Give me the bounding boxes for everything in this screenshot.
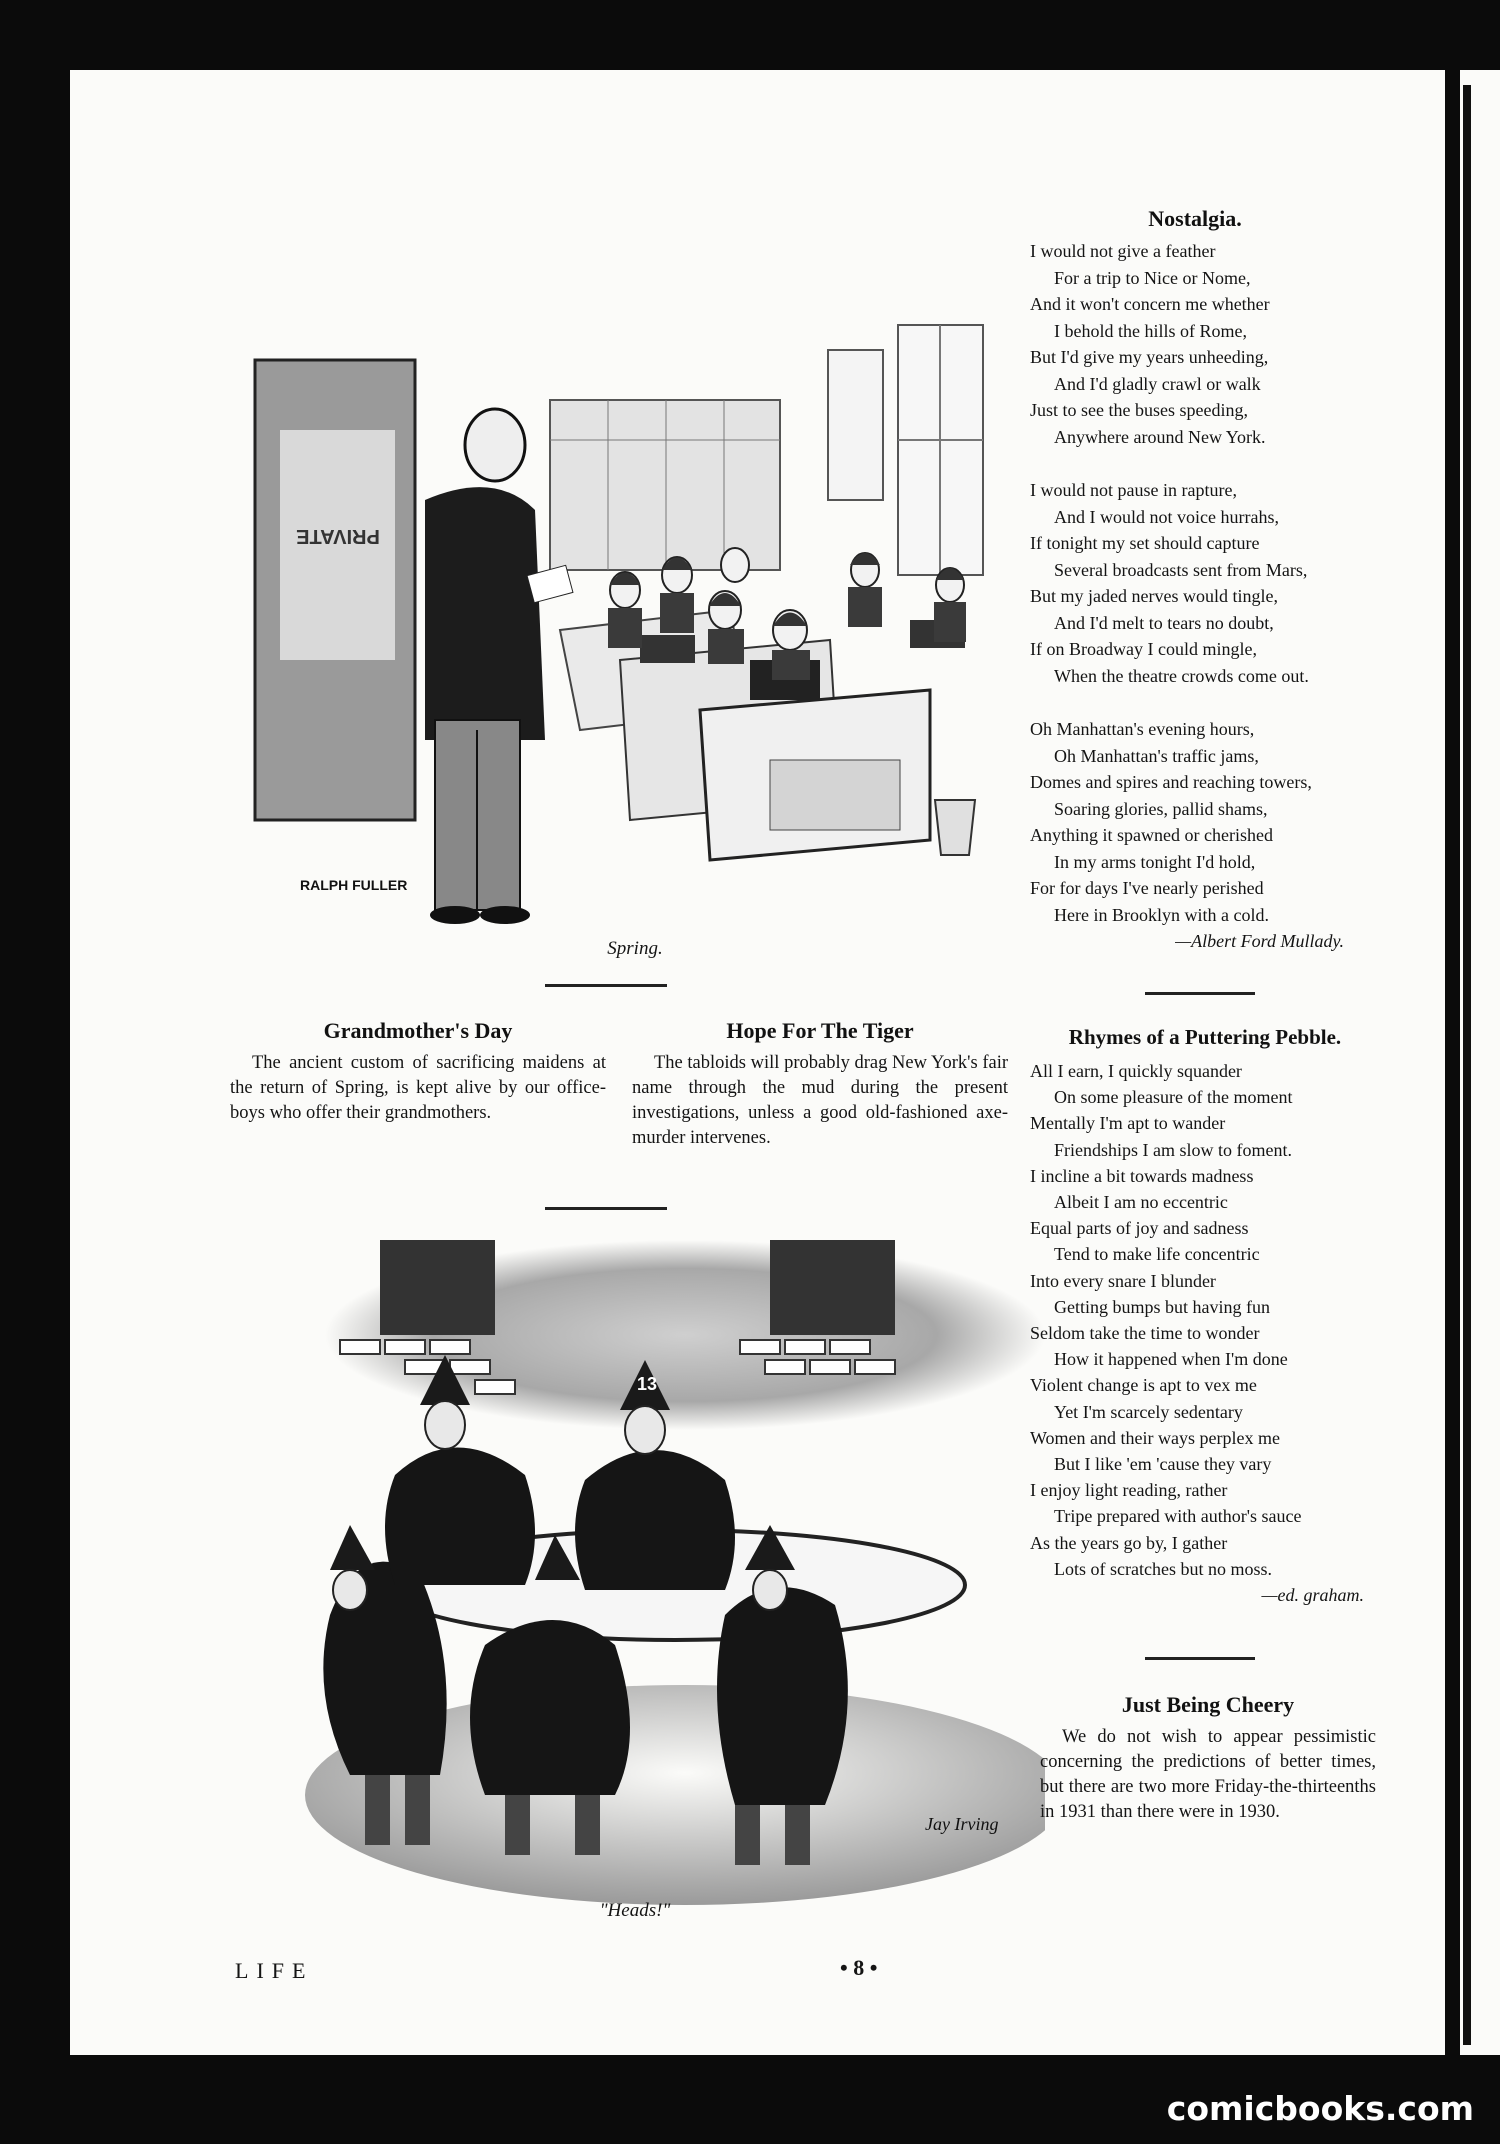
poem-line: But I'd give my years unheeding, bbox=[1030, 347, 1269, 367]
article-title: Hope For The Tiger bbox=[726, 1018, 914, 1043]
poem-line: When the theatre crowds come out. bbox=[1054, 665, 1309, 686]
poem-line: Anything it spawned or cherished bbox=[1030, 825, 1273, 845]
poem-body bbox=[1030, 1058, 1380, 1608]
cartoon-heads-caption: "Heads!" bbox=[599, 1900, 671, 1921]
cartoon-spring bbox=[230, 240, 1030, 930]
article-just-being-cheery bbox=[1040, 1692, 1376, 1825]
door-sign: PRIVATE bbox=[296, 525, 380, 547]
poem-line: Seldom take the time to wonder bbox=[1030, 1323, 1260, 1344]
poem-line: But I like 'em 'cause they vary bbox=[1054, 1454, 1272, 1475]
poem-line: Albeit I am no eccentric bbox=[1054, 1192, 1228, 1213]
poem-line: I behold the hills of Rome, bbox=[1054, 320, 1247, 341]
article-body: The ancient custom of sacrificing maidens at the return of Spring, is kept alive by our office-boys who offer their grandmothers. bbox=[230, 1053, 606, 1123]
poem-line: And it won't concern me whether bbox=[1030, 294, 1270, 314]
watermark: comicbooks.com bbox=[1166, 2089, 1474, 2128]
poem-rhymes bbox=[1030, 1025, 1380, 1608]
poem-line: Soaring glories, pallid shams, bbox=[1054, 798, 1268, 819]
poem-line: Several broadcasts sent from Mars, bbox=[1054, 559, 1308, 580]
poem-line: But my jaded nerves would tingle, bbox=[1030, 586, 1278, 606]
poem-title: Nostalgia. bbox=[1148, 206, 1242, 231]
divider bbox=[1145, 992, 1255, 995]
poem-line: Equal parts of joy and sadness bbox=[1030, 1218, 1249, 1239]
article-title: Grandmother's Day bbox=[323, 1018, 513, 1043]
cartoon-heads-art bbox=[285, 1235, 1045, 1905]
divider bbox=[1145, 1657, 1255, 1660]
cartoon-spring-caption: Spring. bbox=[607, 938, 663, 959]
poem-line: Domes and spires and reaching towers, bbox=[1030, 772, 1312, 792]
poem-line: I enjoy light reading, rather bbox=[1030, 1480, 1228, 1501]
article-grandmothers-day bbox=[230, 1018, 606, 1126]
magazine-page bbox=[70, 70, 1445, 2055]
poem-line: Tend to make life concentric bbox=[1054, 1244, 1260, 1265]
article-hope-for-tiger bbox=[632, 1018, 1008, 1151]
poem-line: For for days I've nearly perished bbox=[1030, 878, 1264, 898]
poem-line: Lots of scratches but no moss. bbox=[1054, 1558, 1272, 1579]
poem-line: Tripe prepared with author's sauce bbox=[1054, 1506, 1302, 1527]
helmet-number: 13 bbox=[637, 1374, 658, 1394]
poem-stanza bbox=[1030, 716, 1360, 928]
cartoon-heads-signature: Jay Irving bbox=[925, 1814, 999, 1834]
poem-stanza bbox=[1030, 238, 1360, 450]
next-page-shadow bbox=[1463, 85, 1471, 2045]
poem-line: In my arms tonight I'd hold, bbox=[1054, 851, 1256, 872]
poem-line: Oh Manhattan's evening hours, bbox=[1030, 719, 1255, 739]
article-body: We do not wish to appear pessimistic concerning the predictions of better times, but there are two more Friday-the-thirteenths in 1931 than there were in 1930. bbox=[1040, 1727, 1376, 1822]
divider bbox=[545, 984, 667, 987]
magazine-name: LIFE bbox=[235, 1958, 314, 1983]
poem-body bbox=[1030, 238, 1360, 955]
cartoon-spring-signature: RALPH FULLER bbox=[300, 877, 408, 893]
poem-line: All I earn, I quickly squander bbox=[1030, 1061, 1242, 1081]
cartoon-heads bbox=[285, 1235, 1045, 1905]
poem-stanza bbox=[1030, 477, 1360, 689]
article-body: The tabloids will probably drag New York's fair name through the mud during the present investigations, unless a good old-fashioned axe-murder intervenes. bbox=[632, 1053, 1008, 1148]
page-number: • 8 • bbox=[840, 1955, 878, 1980]
poem-line: I would not give a feather bbox=[1030, 241, 1216, 261]
poem-line: Anywhere around New York. bbox=[1054, 426, 1266, 447]
poem-line: I would not pause in rapture, bbox=[1030, 480, 1237, 500]
poem-line: On some pleasure of the moment bbox=[1054, 1087, 1293, 1108]
poem-nostalgia bbox=[1030, 206, 1360, 955]
article-title: Just Being Cheery bbox=[1121, 1692, 1295, 1717]
poem-line: And I'd gladly crawl or walk bbox=[1054, 373, 1261, 394]
poem-line: I incline a bit towards madness bbox=[1030, 1165, 1254, 1186]
poem-line: And I would not voice hurrahs, bbox=[1054, 506, 1279, 527]
poem-line: Yet I'm scarcely sedentary bbox=[1054, 1401, 1243, 1422]
poem-line: Getting bumps but having fun bbox=[1054, 1296, 1270, 1317]
poem-line: Mentally I'm apt to wander bbox=[1030, 1113, 1226, 1134]
cartoon-spring-art bbox=[230, 240, 1030, 930]
poem-line: And I'd melt to tears no doubt, bbox=[1054, 612, 1274, 633]
poem-line: If tonight my set should capture bbox=[1030, 533, 1260, 553]
poem-line: For a trip to Nice or Nome, bbox=[1054, 267, 1251, 288]
poem-line: If on Broadway I could mingle, bbox=[1030, 639, 1257, 659]
poem-line: Here in Brooklyn with a cold. bbox=[1054, 904, 1269, 925]
poem-line: Women and their ways perplex me bbox=[1030, 1427, 1280, 1448]
poem-line: Violent change is apt to vex me bbox=[1030, 1375, 1257, 1396]
poem-line: Oh Manhattan's traffic jams, bbox=[1054, 745, 1259, 766]
poem-line: Into every snare I blunder bbox=[1030, 1270, 1216, 1291]
poem-author: —ed. graham. bbox=[1261, 1585, 1364, 1606]
poem-line: Just to see the buses speeding, bbox=[1030, 400, 1248, 420]
poem-author: —Albert Ford Mullady. bbox=[1175, 931, 1344, 951]
poem-line: Friendships I am slow to foment. bbox=[1054, 1139, 1292, 1160]
poem-line: As the years go by, I gather bbox=[1030, 1532, 1228, 1553]
poem-title: Rhymes of a Puttering Pebble. bbox=[1068, 1025, 1342, 1049]
poem-line: How it happened when I'm done bbox=[1054, 1349, 1288, 1370]
divider bbox=[545, 1207, 667, 1210]
